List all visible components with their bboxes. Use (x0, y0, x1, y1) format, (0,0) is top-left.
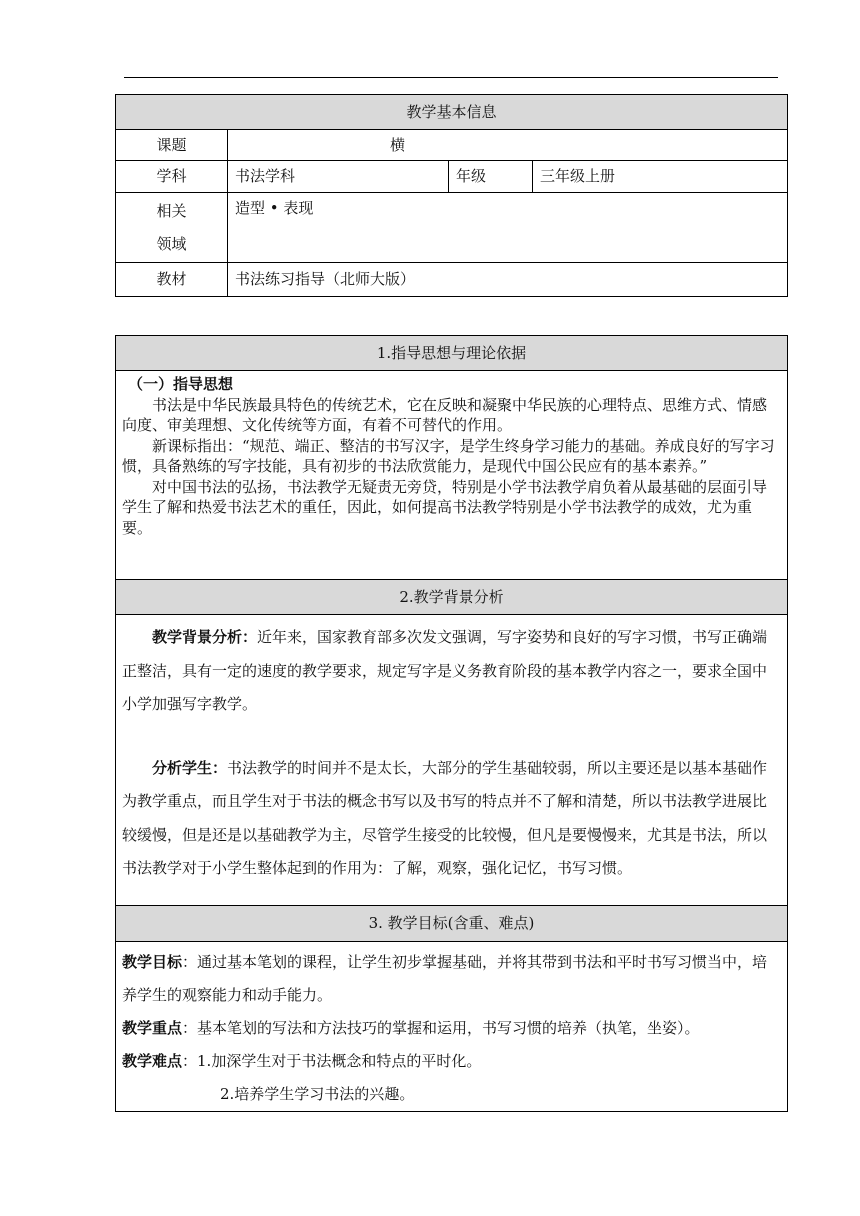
student-analysis-text: 书法教学的时间并不是太长，大部分的学生基础较弱，所以主要还是以基本基础作为教学重点，而且学生对于书法的概念书写以及书写的特点并不了解和清楚，所以书法教学进展比较缓慢，但是还是以基础教学为主，尽管学生接受的比较慢，但凡是要慢慢来，尤其是书法，所以书法教学对于小学生整体起到的作用为：了解，观察，强化记忆，书写习惯。 (122, 758, 768, 877)
grade-value: 三年级上册 (533, 161, 788, 193)
teaching-focus-label: 教学重点 (122, 1019, 183, 1037)
topic-label: 课题 (116, 130, 228, 161)
teaching-focus-paragraph (122, 1012, 781, 1045)
domain-label-line-2: 领域 (156, 235, 187, 253)
student-analysis-paragraph (122, 752, 781, 886)
background-analysis-text: 近年来，国家教育部多次发文强调，写字姿势和良好的写字习惯，书写正确端正整洁，具有一定的速度的教学要求，规定写字是义务教育阶段的基本教学内容之一，要求全国中小学加强写字教学。 (122, 628, 768, 713)
background-analysis-label: 教学背景分析： (152, 628, 258, 646)
section2-header: 2.教学背景分析 (116, 580, 788, 615)
student-analysis-label: 分析学生： (152, 758, 228, 777)
subject-value: 书法学科 (228, 161, 449, 193)
domain-label-line-1: 相关 (156, 202, 187, 220)
teaching-focus-text: ：基本笔划的写法和方法技巧的掌握和运用，书写习惯的培养（执笔，坐姿）。 (182, 1019, 700, 1037)
subject-label: 学科 (116, 161, 228, 193)
domain-value: 造型 • 表现 (228, 193, 788, 263)
header-rule (124, 77, 778, 78)
section3-header: 3. 教学目标(含重、难点) (116, 906, 788, 942)
topic-value: 横 (228, 130, 788, 161)
teaching-difficulty-text-1: ：1.加深学生对于书法概念和特点的平时化。 (182, 1052, 482, 1070)
section1-paragraph-2: 新课标指出：“规范、端正、整洁的书写汉字，是学生终身学习能力的基础。养成良好的写字习惯，具备熟练的写字技能，具有初步的书法欣赏能力，是现代中国公民应有的基本素养。” (122, 436, 775, 475)
paragraph-spacer (122, 722, 781, 752)
grade-label: 年级 (449, 161, 533, 193)
section3-body (116, 942, 788, 1112)
basic-info-header: 教学基本信息 (116, 95, 788, 130)
teaching-difficulty-paragraph (122, 1045, 781, 1078)
section1-body (116, 371, 788, 580)
teaching-difficulty-text-2: 2.培养学生学习书法的兴趣。 (220, 1085, 415, 1103)
section2-body (116, 615, 788, 906)
lesson-sections-table (115, 335, 788, 1112)
teaching-difficulty-label: 教学难点 (122, 1052, 183, 1070)
section1-paragraph-3: 对中国书法的弘扬，书法教学无疑责无旁贷，特别是小学书法教学肩负着从最基础的层面引导学生了解和热爱书法艺术的重任，因此，如何提高书法教学特别是小学书法教学的成效，尤为重要。 (122, 477, 768, 537)
teaching-goal-text: ：通过基本笔划的课程，让学生初步掌握基础，并将其带到书法和平时书写习惯当中，培养学生的观察能力和动手能力。 (122, 953, 768, 1004)
background-analysis-paragraph (122, 621, 781, 722)
teaching-goal-label: 教学目标 (122, 953, 183, 971)
teaching-goal-paragraph (122, 946, 781, 1012)
domain-label (116, 193, 228, 263)
textbook-value: 书法练习指导（北师大版） (228, 263, 788, 297)
textbook-label: 教材 (116, 263, 228, 297)
section1-subheading: （一）指导思想 (128, 375, 234, 393)
basic-info-table (115, 94, 788, 297)
section1-header: 1.指导思想与理论依据 (116, 336, 788, 371)
section1-paragraph-1: 书法是中华民族最具特色的传统艺术，它在反映和凝聚中华民族的心理特点、思维方式、情感向度、审美理想、文化传统等方面，有着不可替代的作用。 (122, 395, 768, 434)
